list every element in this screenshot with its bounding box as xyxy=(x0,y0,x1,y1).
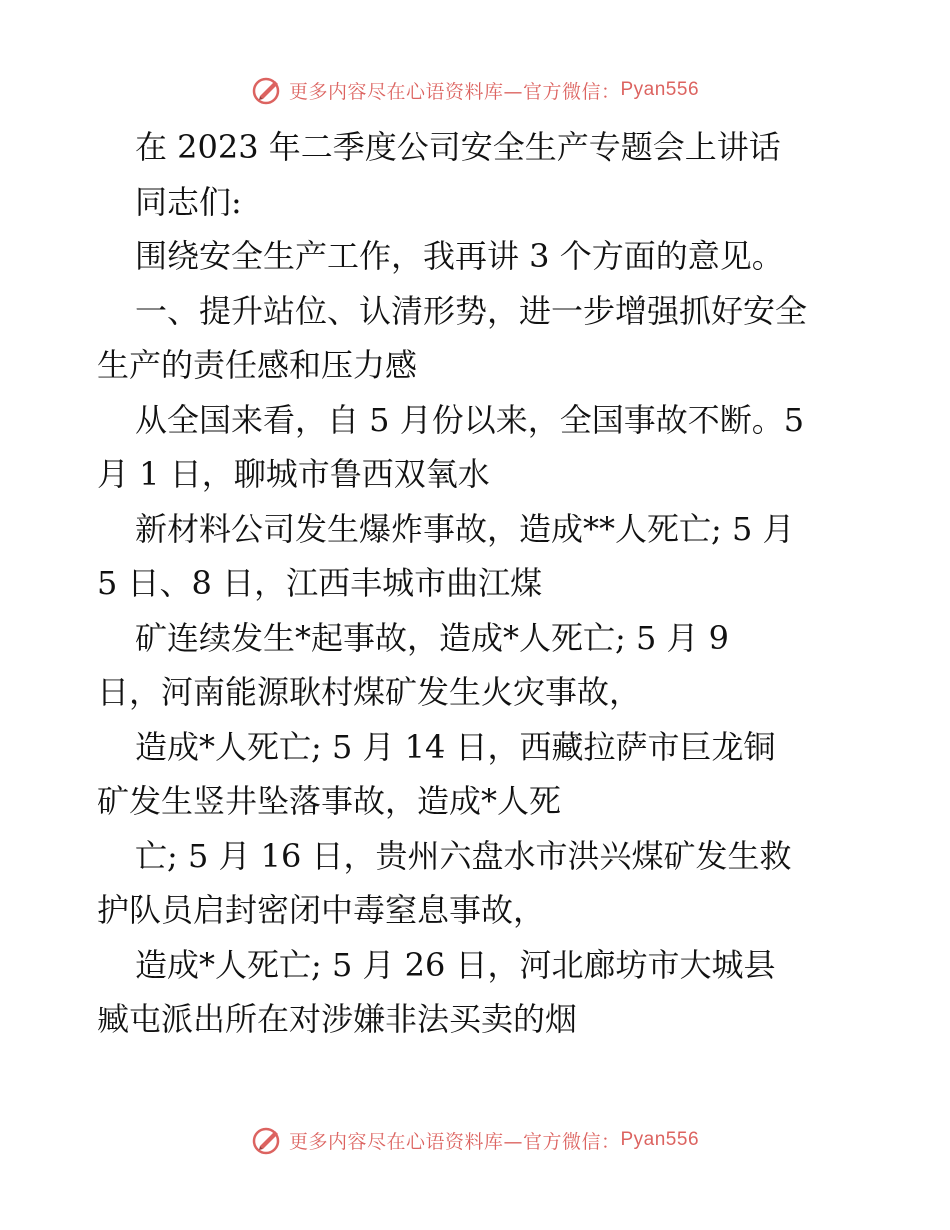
text-line: 日，河南能源耿村煤矿发生火灾事故， xyxy=(97,673,642,711)
text-line: 围绕安全生产工作，我再讲 3 个方面的意见。 xyxy=(135,237,784,275)
text-line: 臧屯派出所在对涉嫌非法买卖的烟 xyxy=(97,1000,578,1038)
text-line: 同志们: xyxy=(135,182,242,221)
pen-logo-icon xyxy=(251,74,283,106)
footer-watermark xyxy=(0,1120,950,1160)
text-line: 护队员启封密闭中毒窒息事故， xyxy=(97,891,546,929)
text-line: 新材料公司发生爆炸事故，造成**人死亡; 5 月 xyxy=(135,509,795,548)
text-line: 从全国来看，自 5 月份以来，全国事故不断。5 xyxy=(135,400,805,439)
text-line: 亡; 5 月 16 日，贵州六盘水市洪兴煤矿发生救 xyxy=(135,836,792,875)
text-line: 矿发生竖井坠落事故，造成*人死 xyxy=(97,782,562,820)
pen-logo-icon xyxy=(251,1124,283,1156)
text-line: 在 2023 年二季度公司安全生产专题会上讲话 xyxy=(135,128,781,166)
watermark-text: 更多内容尽在心语资料库—官方微信： xyxy=(288,1130,621,1153)
watermark-wechat-id: Pyan556 xyxy=(620,1129,700,1150)
text-line: 生产的责任感和压力感 xyxy=(97,346,418,384)
text-line: 5 日、8 日，江西丰城市曲江煤 xyxy=(97,564,543,602)
text-line: 一、提升站位、认清形势，进一步增强抓好安全 xyxy=(135,291,808,330)
document-body xyxy=(97,120,857,1047)
text-line: 造成*人死亡; 5 月 26 日，河北廊坊市大城县 xyxy=(135,945,776,984)
text-line: 矿连续发生*起事故，造成*人死亡; 5 月 9 xyxy=(135,618,730,657)
watermark-wechat-id: Pyan556 xyxy=(620,79,700,100)
text-line: 造成*人死亡; 5 月 14 日，西藏拉萨市巨龙铜 xyxy=(135,727,776,766)
text-line: 月 1 日，聊城市鲁西双氧水 xyxy=(97,455,490,493)
header-watermark xyxy=(0,70,950,110)
watermark-text: 更多内容尽在心语资料库—官方微信： xyxy=(288,80,621,103)
